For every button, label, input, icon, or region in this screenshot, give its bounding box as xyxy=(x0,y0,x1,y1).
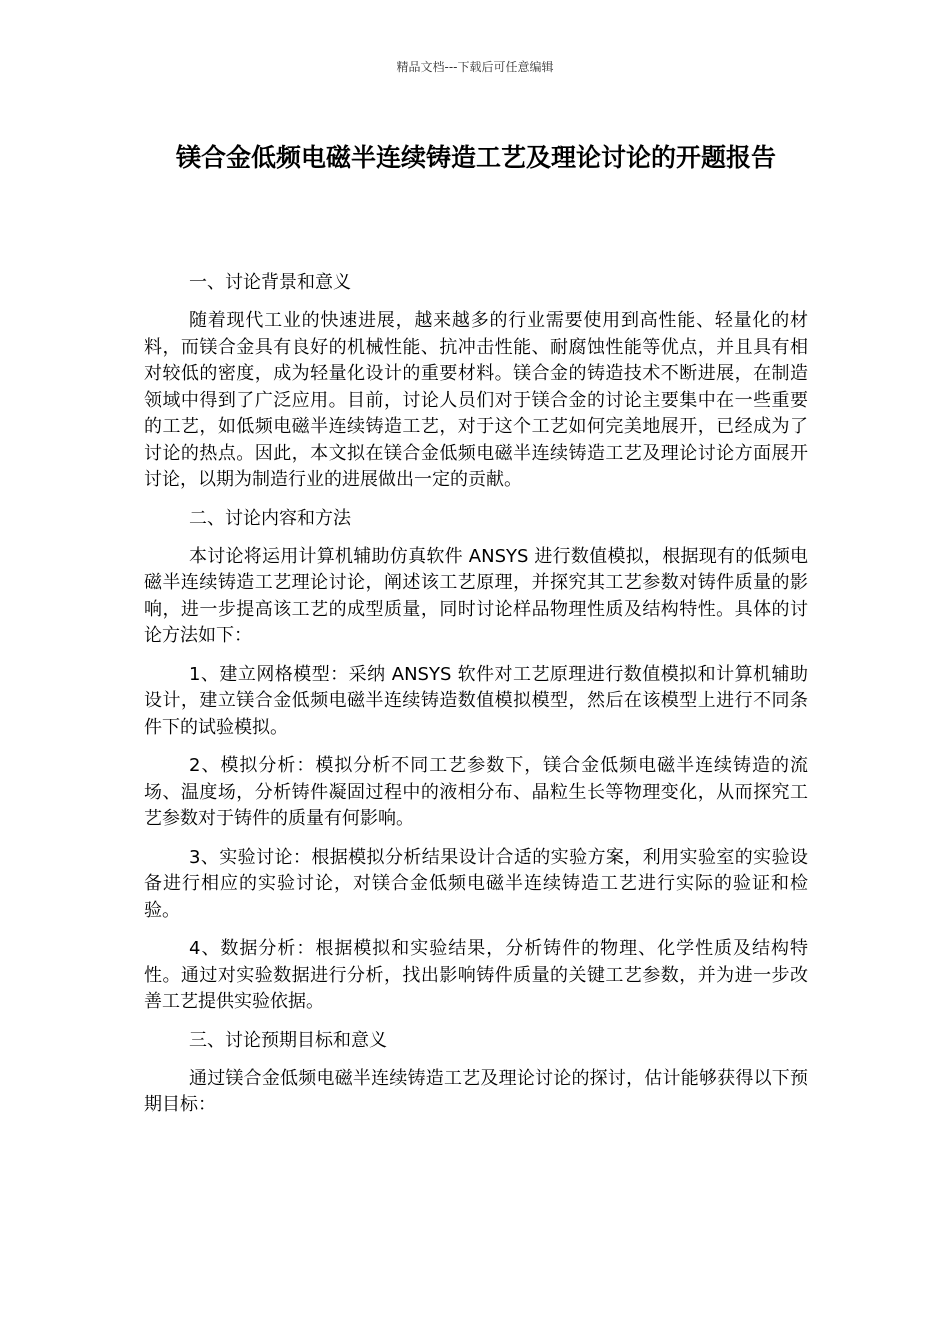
section-heading-methods: 二、讨论内容和方法 xyxy=(189,507,351,529)
document-body xyxy=(144,270,808,1131)
paragraph-methods-intro: 本讨论将运用计算机辅助仿真软件 ANSYS 进行数值模拟，根据现有的低频电磁半连续铸造工艺理论讨论，阐述该工艺原理，并探究其工艺参数对铸件质量的影响，进一步提高该工艺的成型质量，同时讨论样品物理性质及结构特性。具体的讨论方法如下： xyxy=(144,545,808,646)
section-heading-goals: 三、讨论预期目标和意义 xyxy=(189,1029,387,1051)
document-title: 镁合金低频电磁半连续铸造工艺及理论讨论的开题报告 xyxy=(175,143,776,172)
header-note: 精品文档---下载后可任意编辑 xyxy=(396,60,554,74)
section-heading-background: 一、讨论背景和意义 xyxy=(189,272,351,293)
paragraph-method-3: 3、实验讨论：根据模拟分析结果设计合适的实验方案，利用实验室的实验设备进行相应的实验讨论，对镁合金低频电磁半连续铸造工艺进行实际的验证和检验。 xyxy=(144,846,808,921)
paragraph-goals: 通过镁合金低频电磁半连续铸造工艺及理论讨论的探讨，估计能够获得以下预期目标： xyxy=(144,1067,808,1115)
paragraph-background: 随着现代工业的快速进展，越来越多的行业需要使用到高性能、轻量化的材料，而镁合金具有良好的机械性能、抗冲击性能、耐腐蚀性能等优点，并且具有相对较低的密度，成为轻量化设计的重要材料。镁合金的铸造技术不断进展，在制造领域中得到了广泛应用。目前，讨论人员们对于镁合金的讨论主要集中在一些重要的工艺，如低频电磁半连续铸造工艺，对于这个工艺如何完美地展开，已经成为了讨论的热点。因此，本文拟在镁合金低频电磁半连续铸造工艺及理论讨论方面展开讨论，以期为制造行业的进展做出一定的贡献。 xyxy=(144,310,808,490)
paragraph-method-1: 1、建立网格模型：采纳 ANSYS 软件对工艺原理进行数值模拟和计算机辅助设计，建立镁合金低频电磁半连续铸造数值模拟模型，然后在该模型上进行不同条件下的试验模拟。 xyxy=(144,663,808,738)
paragraph-method-4: 4、数据分析：根据模拟和实验结果，分析铸件的物理、化学性质及结构特性。通过对实验数据进行分析，找出影响铸件质量的关键工艺参数，并为进一步改善工艺提供实验依据。 xyxy=(144,938,808,1012)
paragraph-method-2: 2、模拟分析：模拟分析不同工艺参数下，镁合金低频电磁半连续铸造的流场、温度场，分析铸件凝固过程中的液相分布、晶粒生长等物理变化，从而探究工艺参数对于铸件的质量有何影响。 xyxy=(144,755,808,829)
